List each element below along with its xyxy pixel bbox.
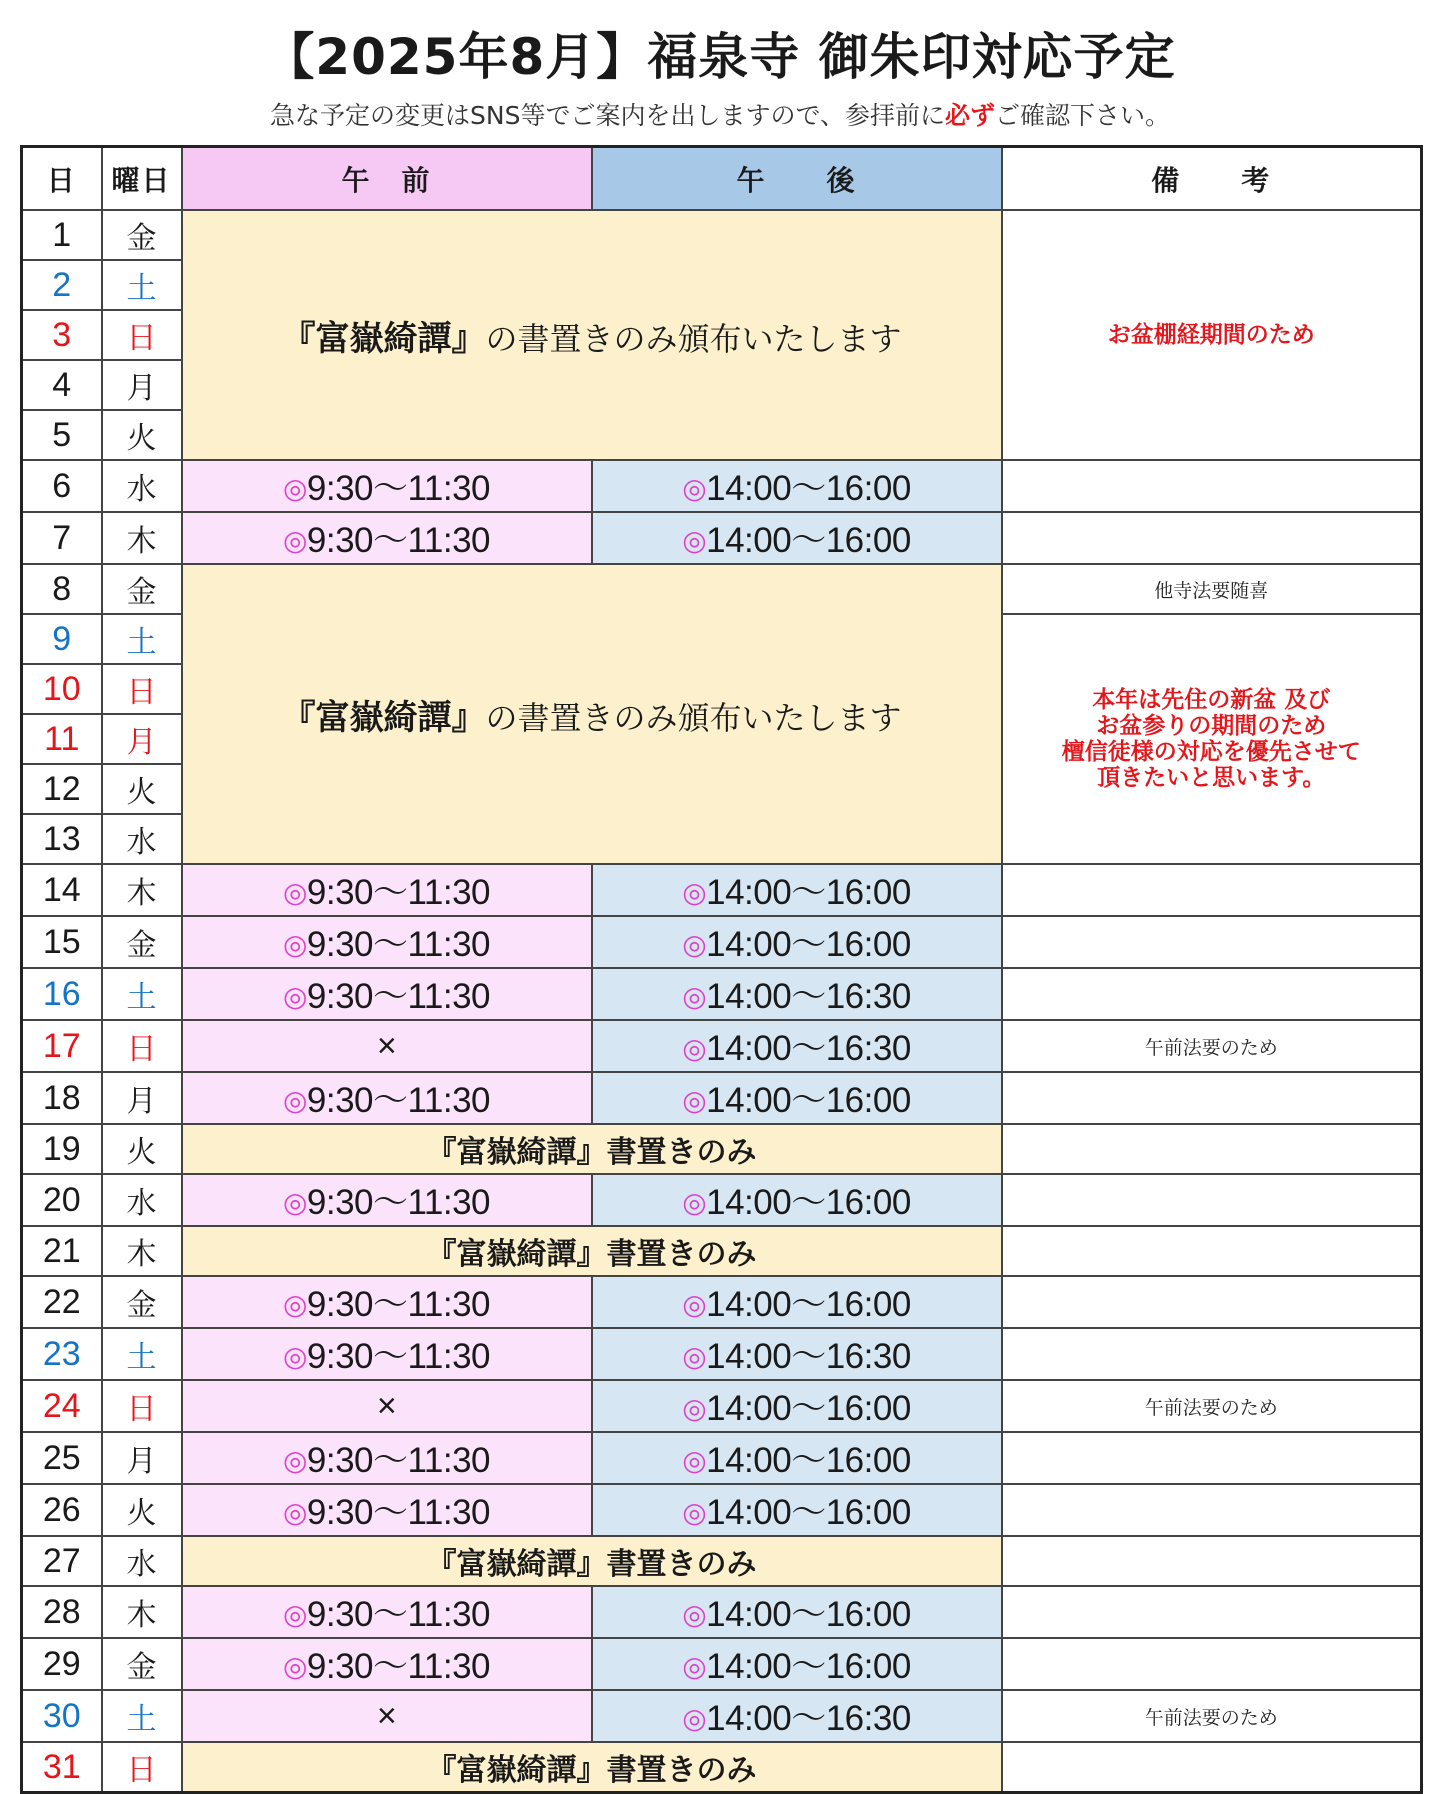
pm-time: 14:00～16:00 (706, 1183, 911, 1222)
table-row (22, 1072, 1422, 1124)
header-notes: 備 考 (1002, 147, 1422, 211)
weekday-cell: 水 (102, 1536, 182, 1586)
am-slot (182, 1484, 592, 1536)
am-time: 9:30～11:30 (306, 1441, 491, 1480)
day-cell: 18 (22, 1072, 102, 1124)
day-cell: 2 (22, 260, 102, 310)
pm-time: 14:00～16:00 (706, 1389, 911, 1428)
pm-slot (592, 512, 1002, 564)
double-circle-icon: ◎ (682, 1703, 707, 1734)
note-cell (1002, 1072, 1422, 1124)
day-cell: 19 (22, 1124, 102, 1174)
header-day: 日 (22, 147, 102, 211)
double-circle-icon: ◎ (682, 1085, 707, 1116)
day-cell: 15 (22, 916, 102, 968)
weekday-cell: 月 (102, 360, 182, 410)
weekday-cell: 木 (102, 1586, 182, 1638)
double-circle-icon: ◎ (682, 525, 707, 556)
double-circle-icon: ◎ (282, 981, 307, 1012)
am-time: 9:30～11:30 (306, 977, 491, 1016)
pm-time: 14:00～16:00 (706, 1493, 911, 1532)
schedule-body (22, 210, 1422, 1793)
pm-time: 14:00～16:00 (706, 1647, 911, 1686)
table-row (22, 1484, 1422, 1536)
weekday-cell: 火 (102, 1484, 182, 1536)
am-time: 9:30～11:30 (306, 469, 491, 508)
pm-slot (592, 864, 1002, 916)
double-circle-icon: ◎ (682, 1497, 707, 1528)
pm-slot (592, 916, 1002, 968)
double-circle-icon: ◎ (282, 1497, 307, 1528)
day-cell: 29 (22, 1638, 102, 1690)
am-time: 9:30～11:30 (306, 1493, 491, 1532)
am-time: 9:30～11:30 (306, 1595, 491, 1634)
double-circle-icon: ◎ (682, 1341, 707, 1372)
weekday-cell: 水 (102, 460, 182, 512)
table-row (22, 564, 1422, 614)
weekday-cell: 金 (102, 916, 182, 968)
double-circle-icon: ◎ (682, 981, 707, 1012)
band-title: 『富嶽綺譚』 (281, 697, 486, 738)
weekday-cell: 木 (102, 864, 182, 916)
note-cell: お盆棚経期間のため (1002, 210, 1422, 460)
cross-mark-icon: × (376, 1386, 397, 1425)
note-line: 本年は先住の新盆 及び (1092, 687, 1331, 713)
double-circle-icon: ◎ (282, 473, 307, 504)
weekday-cell: 日 (102, 1380, 182, 1432)
table-row (22, 1380, 1422, 1432)
sealed-note-only-band (182, 564, 1002, 864)
am-time: 9:30～11:30 (306, 873, 491, 912)
sealed-note-only-band: 『富嶽綺譚』書置きのみ (182, 1742, 1002, 1793)
note-cell (1002, 864, 1422, 916)
note-cell (1002, 916, 1422, 968)
day-cell: 9 (22, 614, 102, 664)
weekday-cell: 木 (102, 512, 182, 564)
weekday-cell: 金 (102, 1638, 182, 1690)
pm-slot (592, 1174, 1002, 1226)
day-cell: 28 (22, 1586, 102, 1638)
am-slot (182, 1020, 592, 1072)
day-cell: 25 (22, 1432, 102, 1484)
weekday-cell: 土 (102, 260, 182, 310)
weekday-cell: 土 (102, 968, 182, 1020)
note-line: 檀信徒様の対応を優先させて (1061, 739, 1361, 765)
note-cell (1002, 968, 1422, 1020)
table-row (22, 1432, 1422, 1484)
double-circle-icon: ◎ (682, 1289, 707, 1320)
header-am: 午 前 (182, 147, 592, 211)
am-slot (182, 512, 592, 564)
table-row (22, 460, 1422, 512)
double-circle-icon: ◎ (282, 1651, 307, 1682)
pm-time: 14:00～16:00 (706, 1285, 911, 1324)
note-cell (1002, 1328, 1422, 1380)
day-cell: 10 (22, 664, 102, 714)
double-circle-icon: ◎ (282, 929, 307, 960)
page-title: 【2025年8月】福泉寺 御朱印対応予定 (264, 28, 1176, 86)
pm-time: 14:00～16:00 (706, 873, 911, 912)
weekday-cell: 土 (102, 614, 182, 664)
note-cell: 他寺法要随喜 (1002, 564, 1422, 614)
weekday-cell: 水 (102, 814, 182, 864)
table-row (22, 1690, 1422, 1742)
sealed-note-only-band (182, 210, 1002, 460)
weekday-cell: 土 (102, 1690, 182, 1742)
am-time: 9:30～11:30 (306, 1647, 491, 1686)
double-circle-icon: ◎ (282, 525, 307, 556)
day-cell: 14 (22, 864, 102, 916)
double-circle-icon: ◎ (682, 1393, 707, 1424)
double-circle-icon: ◎ (282, 1187, 307, 1218)
note-cell (1002, 1484, 1422, 1536)
day-cell: 22 (22, 1276, 102, 1328)
pm-slot (592, 1020, 1002, 1072)
day-cell: 4 (22, 360, 102, 410)
day-cell: 27 (22, 1536, 102, 1586)
note-cell: 午前法要のため (1002, 1380, 1422, 1432)
header-pm: 午 後 (592, 147, 1002, 211)
weekday-cell: 金 (102, 210, 182, 260)
note-cell (1002, 1586, 1422, 1638)
weekday-cell: 火 (102, 1124, 182, 1174)
double-circle-icon: ◎ (282, 1599, 307, 1630)
table-row (22, 1124, 1422, 1174)
day-cell: 26 (22, 1484, 102, 1536)
day-cell: 24 (22, 1380, 102, 1432)
pm-time: 14:00～16:00 (706, 925, 911, 964)
header-row (22, 147, 1422, 211)
table-row (22, 916, 1422, 968)
table-row (22, 1536, 1422, 1586)
day-cell: 23 (22, 1328, 102, 1380)
am-slot (182, 1638, 592, 1690)
weekday-cell: 月 (102, 714, 182, 764)
table-row (22, 1174, 1422, 1226)
pm-time: 14:00～16:00 (706, 1595, 911, 1634)
am-time: 9:30～11:30 (306, 925, 491, 964)
note-line: 頂きたいと思います。 (1097, 765, 1326, 791)
am-time: 9:30～11:30 (306, 521, 491, 560)
weekday-cell: 木 (102, 1226, 182, 1276)
double-circle-icon: ◎ (682, 1651, 707, 1682)
day-cell: 20 (22, 1174, 102, 1226)
subtitle-emphasis: 必ず (944, 101, 995, 130)
double-circle-icon: ◎ (682, 473, 707, 504)
day-cell: 16 (22, 968, 102, 1020)
pm-time: 14:00～16:00 (706, 1081, 911, 1120)
am-slot (182, 1432, 592, 1484)
note-cell (1002, 1174, 1422, 1226)
am-slot (182, 460, 592, 512)
pm-slot (592, 1380, 1002, 1432)
band-text: の書置きのみ頒布いたします (485, 698, 902, 737)
double-circle-icon: ◎ (282, 877, 307, 908)
note-cell (1002, 512, 1422, 564)
table-row (22, 1276, 1422, 1328)
table-row (22, 1742, 1422, 1793)
note-cell (1002, 1742, 1422, 1793)
header-weekday: 曜日 (102, 147, 182, 211)
weekday-cell: 金 (102, 564, 182, 614)
day-cell: 7 (22, 512, 102, 564)
am-slot (182, 1174, 592, 1226)
am-slot (182, 1328, 592, 1380)
weekday-cell: 月 (102, 1432, 182, 1484)
note-cell (1002, 1226, 1422, 1276)
double-circle-icon: ◎ (682, 1599, 707, 1630)
am-slot (182, 864, 592, 916)
am-slot (182, 1380, 592, 1432)
band-title: 『富嶽綺譚』 (281, 318, 486, 359)
double-circle-icon: ◎ (682, 1187, 707, 1218)
day-cell: 5 (22, 410, 102, 460)
day-cell: 12 (22, 764, 102, 814)
am-slot (182, 916, 592, 968)
cross-mark-icon: × (376, 1026, 397, 1065)
pm-slot (592, 1432, 1002, 1484)
note-cell (1002, 1124, 1422, 1174)
weekday-cell: 金 (102, 1276, 182, 1328)
table-row (22, 1020, 1422, 1072)
day-cell: 6 (22, 460, 102, 512)
cross-mark-icon: × (376, 1696, 397, 1735)
table-row (22, 1586, 1422, 1638)
double-circle-icon: ◎ (282, 1445, 307, 1476)
pm-time: 14:00～16:00 (706, 469, 911, 508)
weekday-cell: 月 (102, 1072, 182, 1124)
weekday-cell: 日 (102, 310, 182, 360)
sealed-note-only-band: 『富嶽綺譚』書置きのみ (182, 1226, 1002, 1276)
day-cell: 8 (22, 564, 102, 614)
table-row (22, 1638, 1422, 1690)
day-cell: 31 (22, 1742, 102, 1793)
double-circle-icon: ◎ (282, 1085, 307, 1116)
am-slot (182, 1690, 592, 1742)
pm-time: 14:00～16:30 (706, 1029, 911, 1068)
weekday-cell: 日 (102, 664, 182, 714)
pm-slot (592, 1638, 1002, 1690)
sealed-note-only-band: 『富嶽綺譚』書置きのみ (182, 1124, 1002, 1174)
pm-time: 14:00～16:30 (706, 1699, 911, 1738)
pm-time: 14:00～16:00 (706, 1441, 911, 1480)
day-cell: 3 (22, 310, 102, 360)
pm-slot (592, 460, 1002, 512)
day-cell: 1 (22, 210, 102, 260)
day-cell: 13 (22, 814, 102, 864)
note-cell (1002, 460, 1422, 512)
double-circle-icon: ◎ (682, 929, 707, 960)
am-time: 9:30～11:30 (306, 1183, 491, 1222)
note-cell (1002, 614, 1422, 864)
note-cell (1002, 1536, 1422, 1586)
am-slot (182, 968, 592, 1020)
pm-slot (592, 1328, 1002, 1380)
subtitle-text-end: ご確認下さい。 (994, 101, 1170, 130)
am-slot (182, 1586, 592, 1638)
table-row (22, 1226, 1422, 1276)
note-line: お盆参りの期間のため (1096, 713, 1327, 739)
table-row (22, 210, 1422, 260)
weekday-cell: 火 (102, 764, 182, 814)
weekday-cell: 日 (102, 1742, 182, 1793)
am-time: 9:30～11:30 (306, 1285, 491, 1324)
pm-slot (592, 1484, 1002, 1536)
note-cell (1002, 1638, 1422, 1690)
band-text: の書置きのみ頒布いたします (485, 319, 902, 358)
double-circle-icon: ◎ (682, 1033, 707, 1064)
weekday-cell: 火 (102, 410, 182, 460)
weekday-cell: 水 (102, 1174, 182, 1226)
weekday-cell: 日 (102, 1020, 182, 1072)
note-cell: 午前法要のため (1002, 1690, 1422, 1742)
double-circle-icon: ◎ (282, 1341, 307, 1372)
table-row (22, 968, 1422, 1020)
double-circle-icon: ◎ (682, 877, 707, 908)
day-cell: 30 (22, 1690, 102, 1742)
day-cell: 21 (22, 1226, 102, 1276)
day-cell: 11 (22, 714, 102, 764)
day-cell: 17 (22, 1020, 102, 1072)
note-cell (1002, 1276, 1422, 1328)
subtitle-text: 急な予定の変更はSNS等でご案内を出しますので、参拝前に (270, 101, 945, 130)
pm-slot (592, 968, 1002, 1020)
double-circle-icon: ◎ (282, 1289, 307, 1320)
note-cell: 午前法要のため (1002, 1020, 1422, 1072)
pm-time: 14:00～16:00 (706, 521, 911, 560)
note-cell (1002, 1432, 1422, 1484)
sealed-note-only-band: 『富嶽綺譚』書置きのみ (182, 1536, 1002, 1586)
pm-slot (592, 1276, 1002, 1328)
am-slot (182, 1072, 592, 1124)
schedule-table (20, 145, 1423, 1794)
pm-slot (592, 1072, 1002, 1124)
table-row (22, 512, 1422, 564)
pm-slot (592, 1690, 1002, 1742)
weekday-cell: 土 (102, 1328, 182, 1380)
table-row (22, 864, 1422, 916)
subtitle (0, 96, 1440, 136)
pm-time: 14:00～16:30 (706, 977, 911, 1016)
am-time: 9:30～11:30 (306, 1081, 491, 1120)
table-row (22, 1328, 1422, 1380)
pm-slot (592, 1586, 1002, 1638)
am-slot (182, 1276, 592, 1328)
am-time: 9:30～11:30 (306, 1337, 491, 1376)
double-circle-icon: ◎ (682, 1445, 707, 1476)
pm-time: 14:00～16:30 (706, 1337, 911, 1376)
